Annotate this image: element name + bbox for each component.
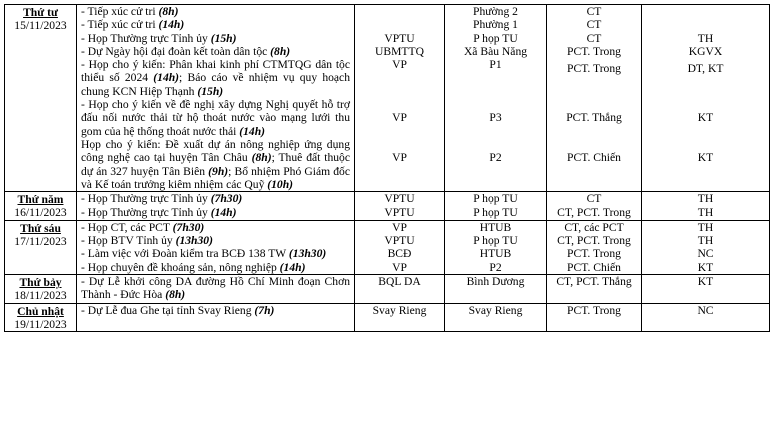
event-content (77, 303, 355, 332)
event-text: - Họp Thường trực Tỉnh ủy (81, 31, 211, 45)
host-unit: VP (355, 58, 445, 98)
event-text: ; Báo cáo về nhiệm vụ quy hoạch chung KCN Hiệp Thạnh (81, 71, 350, 98)
day-name: Thứ bảy (19, 275, 62, 289)
host-unit: VPTU (355, 206, 445, 220)
location: P họp TU (445, 192, 547, 206)
day-date: 17/11/2023 (14, 235, 67, 249)
schedule-row (5, 303, 770, 332)
day-cell (5, 192, 77, 221)
schedule-row (5, 98, 770, 138)
event-text: - Họp BTV Tỉnh ủy (81, 234, 176, 248)
day-cell (5, 274, 77, 303)
location: HTUB (445, 247, 547, 260)
day-name: Thứ sáu (20, 221, 61, 235)
location: Bình Dương (445, 274, 547, 303)
location: Xã Bàu Năng (445, 45, 547, 58)
day-cell (5, 303, 77, 332)
location: P3 (445, 98, 547, 138)
preparing-unit (642, 18, 770, 31)
host-unit: BCĐ (355, 247, 445, 260)
event-content (77, 192, 355, 206)
day-date: 15/11/2023 (14, 19, 67, 33)
event-time: (14h) (158, 18, 185, 32)
event-text: - Dự Ngày hội đại đoàn kết toàn dân tộc (81, 44, 271, 58)
presiding-leader: CT, PCT. Trong (547, 234, 642, 247)
event-time: (9h) (208, 164, 229, 178)
event-time: (7h) (254, 303, 275, 317)
schedule-row (5, 247, 770, 260)
schedule-row (5, 58, 770, 98)
schedule-row (5, 5, 770, 19)
event-text: Họp cho ý kiến: Đề xuất dự án nông nghiệp ứng dụng công nghệ cao tại huyện Tân Châu (81, 137, 350, 165)
event-text: ; Bổ nhiệm Phó Giám đốc và Kế toán trưởng kiêm nhiệm các Quỹ (81, 164, 350, 191)
preparing-unit: KT (642, 261, 770, 275)
presiding-leader: PCT. Chiến (547, 261, 642, 275)
location: P họp TU (445, 206, 547, 220)
event-time: (13h30) (175, 234, 213, 248)
presiding-leader: PCT. Trong (547, 303, 642, 332)
event-time: (8h) (251, 151, 272, 165)
preparing-unit: TH (642, 234, 770, 247)
event-content (77, 261, 355, 275)
preparing-unit: KT (642, 138, 770, 192)
event-content (77, 32, 355, 45)
schedule-row (5, 274, 770, 303)
event-content (77, 45, 355, 58)
event-content (77, 247, 355, 260)
host-unit: VP (355, 261, 445, 275)
event-time: (15h) (197, 84, 224, 98)
host-unit: Svay Rieng (355, 303, 445, 332)
presiding-leader: CT (547, 5, 642, 19)
day-name: Thứ tư (23, 6, 58, 19)
location: Svay Rieng (445, 303, 547, 332)
presiding-leader: PCT. Trong (547, 58, 642, 98)
day-name: Chủ nhật (17, 304, 64, 318)
day-cell (5, 5, 77, 192)
location: P2 (445, 138, 547, 192)
host-unit (355, 5, 445, 19)
weekly-schedule-table (4, 4, 770, 332)
event-time: (14h) (239, 124, 266, 138)
location: P1 (445, 58, 547, 98)
preparing-unit: TH (642, 206, 770, 220)
event-time: (10h) (267, 177, 294, 191)
host-unit: VP (355, 220, 445, 234)
preparing-unit: KGVX (642, 45, 770, 58)
preparing-unit: DT, KT (642, 58, 770, 98)
presiding-leader: CT (547, 192, 642, 206)
location: P họp TU (445, 32, 547, 45)
event-text: - Dự Lễ khởi công DA đường Hồ Chí Minh đoạn Chơn Thành - Đức Hòa (81, 274, 350, 302)
event-time: (14h) (210, 205, 237, 219)
presiding-leader: PCT. Trong (547, 45, 642, 58)
preparing-unit: NC (642, 247, 770, 260)
event-time: (13h30) (288, 247, 327, 261)
host-unit (355, 18, 445, 31)
presiding-leader: PCT. Chiến (547, 138, 642, 192)
day-name: Thứ năm (17, 193, 64, 207)
preparing-unit: KT (642, 98, 770, 138)
event-content (77, 5, 355, 19)
event-text: - Tiếp xúc cử tri (81, 5, 159, 18)
preparing-unit: TH (642, 192, 770, 206)
event-time: (8h) (270, 44, 291, 58)
schedule-row (5, 261, 770, 275)
location: Phường 2 (445, 5, 547, 19)
host-unit: VP (355, 138, 445, 192)
schedule-row (5, 18, 770, 31)
presiding-leader: CT (547, 18, 642, 31)
event-time: (8h) (165, 288, 186, 302)
preparing-unit: KT (642, 274, 770, 303)
event-text: - Họp chuyên đề khoáng sản, nông nghiệp (81, 260, 280, 274)
event-text: ; Thuê đất thuộc dự án 327 huyện Tân Biên (81, 151, 350, 178)
event-text: - Tiếp xúc cử tri (81, 18, 159, 32)
schedule-row (5, 138, 770, 192)
event-text: - Làm việc với Đoàn kiểm tra BCĐ 138 TW (81, 247, 289, 261)
event-content (77, 274, 355, 303)
event-content (77, 18, 355, 31)
event-time: (7h30) (210, 192, 243, 206)
host-unit: VPTU (355, 234, 445, 247)
event-time: (15h) (210, 31, 237, 45)
day-date: 19/11/2023 (14, 317, 67, 331)
location: HTUB (445, 220, 547, 234)
location: P họp TU (445, 234, 547, 247)
event-content (77, 206, 355, 220)
schedule-row (5, 45, 770, 58)
presiding-leader: CT, các PCT (547, 220, 642, 234)
event-content (77, 220, 355, 234)
preparing-unit: NC (642, 303, 770, 332)
event-text: - Họp Thường trực Tỉnh ủy (81, 192, 211, 206)
host-unit: VPTU (355, 192, 445, 206)
location: P2 (445, 261, 547, 275)
schedule-row (5, 220, 770, 234)
host-unit: UBMTTQ (355, 45, 445, 58)
event-text: - Dự Lễ đua Ghe tại tỉnh Svay Rieng (81, 303, 255, 317)
day-cell (5, 220, 77, 274)
event-time: (8h) (158, 5, 179, 18)
event-text: - Họp cho ý kiến: Phân khai kinh phí CTMTQG dân tộc thiểu số 2024 (81, 58, 350, 85)
host-unit: BQL DA (355, 274, 445, 303)
preparing-unit (642, 5, 770, 19)
day-date: 18/11/2023 (14, 289, 67, 303)
event-time: (14h) (153, 71, 180, 85)
event-time: (14h) (279, 260, 306, 274)
host-unit: VP (355, 98, 445, 138)
event-content (77, 138, 355, 192)
event-text: - Họp cho ý kiến về đề nghị xây dựng Nghị quyết hỗ trợ đấu nối nước thải từ hộ thoát nước vào mạng lưới thu gom của hệ thống thoát nước thải (81, 98, 350, 138)
event-time: (7h30) (172, 220, 205, 234)
presiding-leader: CT, PCT. Thắng (547, 274, 642, 303)
preparing-unit: TH (642, 220, 770, 234)
event-content (77, 98, 355, 138)
schedule-row (5, 32, 770, 45)
presiding-leader: PCT. Trong (547, 247, 642, 260)
event-content (77, 58, 355, 98)
event-text: - Họp Thường trực Tỉnh ủy (81, 205, 211, 219)
event-text: - Họp CT, các PCT (81, 220, 173, 234)
preparing-unit: TH (642, 32, 770, 45)
presiding-leader: CT (547, 32, 642, 45)
host-unit: VPTU (355, 32, 445, 45)
day-date: 16/11/2023 (14, 206, 67, 220)
schedule-row (5, 206, 770, 220)
location: Phường 1 (445, 18, 547, 31)
schedule-row (5, 192, 770, 206)
presiding-leader: PCT. Thắng (547, 98, 642, 138)
presiding-leader: CT, PCT. Trong (547, 206, 642, 220)
event-content (77, 234, 355, 247)
schedule-row (5, 234, 770, 247)
